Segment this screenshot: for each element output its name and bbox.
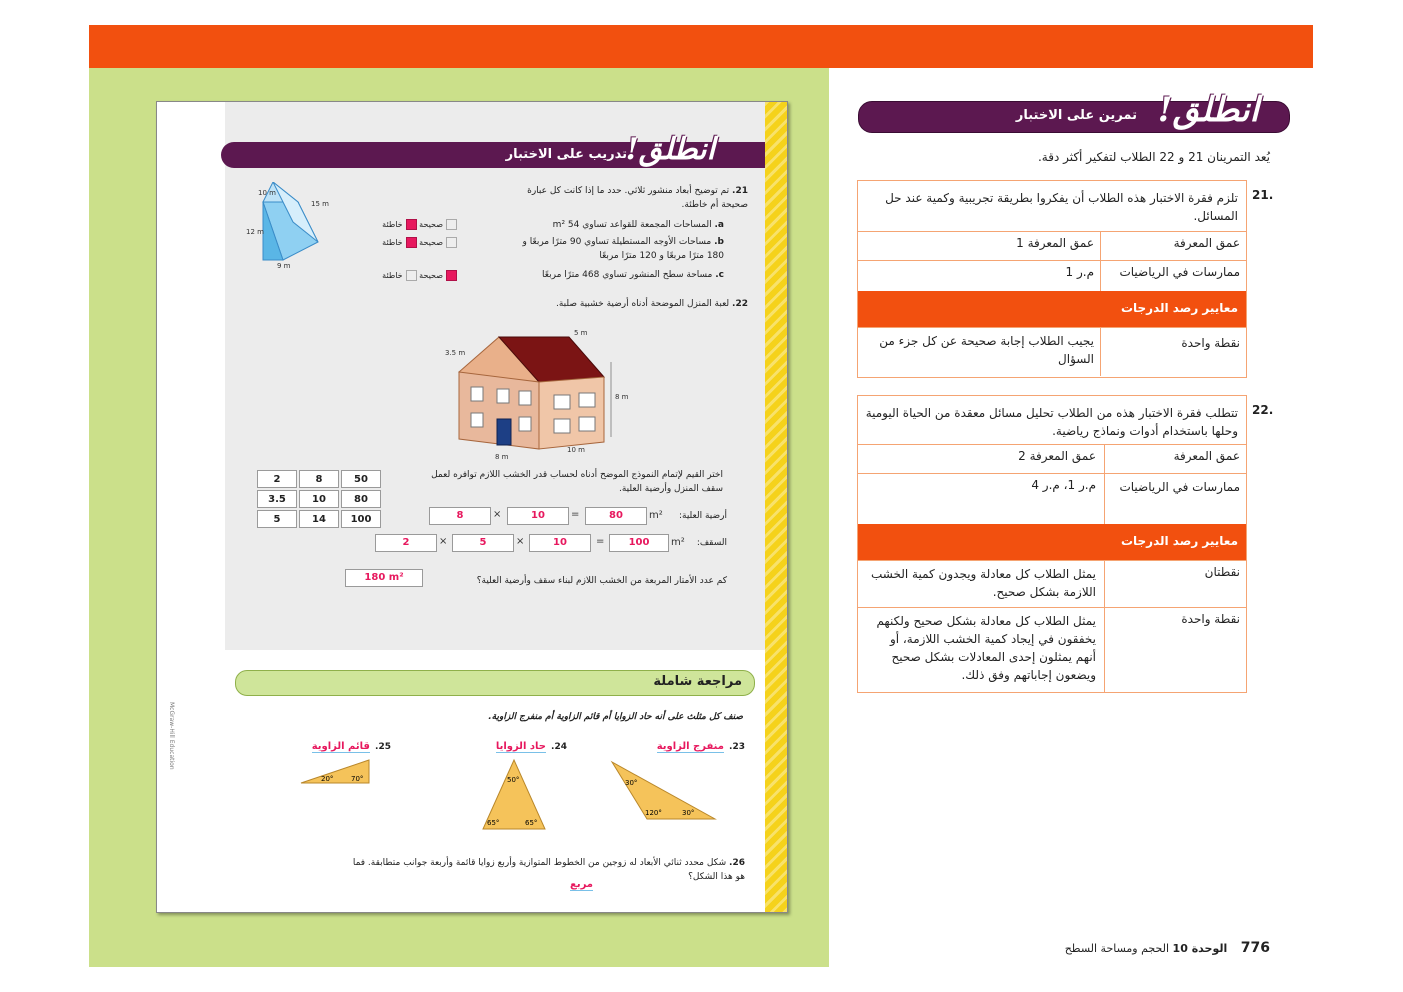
q22-table (857, 395, 1247, 693)
house-side (539, 377, 604, 449)
q22-number: 22. (732, 299, 748, 309)
attic-answer-box[interactable]: 10 (507, 507, 569, 525)
row-value: م.ر 1، م.ر 4 (1031, 478, 1096, 492)
item-text: شكل محدد ثنائي الأبعاد له زوجين من الخطوط المتوازية وأربع زوايا قائمة وأربعة جوانب متطابقة. فما هو هذا الشكل؟ (352, 858, 745, 882)
value-tile[interactable]: 50 (341, 470, 381, 488)
practice-header (221, 132, 765, 168)
review-banner (235, 670, 755, 696)
q26-answer-line (553, 872, 593, 891)
criteria-points: نقطة واحدة (1181, 612, 1240, 626)
triangle-24 (479, 757, 549, 832)
window (579, 393, 595, 407)
teacher-header (858, 90, 1290, 133)
review-item-26 (347, 856, 745, 884)
item-answer: حاد الزوايا (495, 741, 546, 752)
statement-a (512, 218, 724, 232)
unit-label: الوحدة 10 (1172, 942, 1228, 955)
choices-b (361, 237, 457, 248)
criteria-points: نقطتان (1204, 565, 1240, 579)
page-footer (1040, 940, 1270, 956)
divider (1104, 445, 1105, 473)
prism-label: 15 m (311, 200, 329, 208)
window (554, 419, 570, 433)
top-orange-bar (89, 25, 1313, 68)
prism-label: 10 m (258, 189, 276, 197)
roof-answer-box[interactable]: 10 (529, 534, 591, 552)
row-value: م.ر 1 (1065, 265, 1094, 279)
table-row (858, 231, 1246, 260)
value-tile[interactable]: 80 (341, 490, 381, 508)
choices-a (361, 219, 457, 230)
equals-sign: = (596, 536, 605, 547)
criteria-row (858, 560, 1246, 607)
attic-label: أرضية العلية: (678, 511, 727, 521)
q22-description: تتطلب فقرة الاختبار هذه من الطلاب تحليل مسائل معقدة من الحياة اليومية وحلها باستخدام أدوات ونماذج رياضية. (865, 406, 1238, 438)
door (497, 419, 511, 445)
angle-label: 30° (625, 779, 638, 787)
value-tiles (255, 468, 383, 530)
header-title: تدريب على الاختبار (505, 147, 627, 162)
attic-answer-box[interactable]: 8 (429, 507, 491, 525)
times-sign: × (516, 536, 525, 547)
page-number: 776 (1240, 940, 1270, 956)
student-page (156, 101, 788, 913)
q21-description: تلزم فقرة الاختبار هذه الطلاب أن يفكروا بطريقة تجريبية وكمية عند حل المسائل. (885, 191, 1238, 223)
angle-label: 30° (682, 809, 695, 817)
intro-text: يُعد التمرينان 21 و 22 الطلاب لتفكير أكثر دقة. (1037, 150, 1270, 164)
unit-label: m² (671, 537, 685, 548)
review-item-25 (279, 734, 391, 754)
criteria-header (858, 524, 1246, 560)
unit-title: الحجم ومساحة السطح (1064, 942, 1170, 955)
statement-text: مساحات الأوجه المستطيلة تساوي 90 مترًا مربعًا و 180 مترًا مربعًا و 120 مترًا مربعًا (522, 237, 724, 261)
statement-label: a. (714, 220, 724, 230)
item-answer: قائم الزاوية (311, 741, 370, 752)
q21-table (857, 180, 1247, 378)
table-row (858, 444, 1246, 473)
divider (1100, 261, 1101, 291)
q22-number: 22. (1252, 403, 1274, 417)
triangle-25 (299, 757, 375, 787)
criteria-description: يجيب الطلاب إجابة صحيحة عن كل جزء من السؤال (879, 334, 1094, 366)
review-title: مراجعة شاملة (653, 674, 742, 689)
house-label: 8 m (615, 393, 629, 401)
window (519, 391, 531, 405)
times-sign: × (439, 536, 448, 547)
criteria-description: يمثل الطلاب كل معادلة بشكل صحيح ولكنهم يخفقون في إيجاد كمية الخشب اللازمة، أو أنهم يمثلون إحدى المعادلات بشكل صحيح ويضعون إجاباتهم وفق ذلك. (876, 614, 1096, 682)
q22-instruction: اختر القيم لإتمام النموذج الموضح أدناه لحساب قدر الخشب اللازم توافره لعمل سقف المنزل وأرضية العلية. (431, 470, 723, 494)
review-item-24 (433, 734, 567, 754)
house-label: 5 m (574, 329, 588, 337)
divider (1104, 561, 1105, 607)
window (471, 387, 483, 401)
q21-stem: تم توضيح أبعاد منشور ثلاثي. حدد ما إذا كانت كل عبارة صحيحة أم خاطئة. (527, 186, 748, 210)
false-checkbox[interactable] (406, 270, 417, 281)
credit-text: McGraw-Hill Education (168, 702, 175, 770)
criteria-header (858, 291, 1246, 327)
item-number: 24. (551, 742, 567, 752)
roof-answer-box[interactable]: 100 (609, 534, 669, 552)
times-sign: × (493, 509, 502, 520)
row-label: عمق المعرفة (1173, 236, 1240, 250)
total-answer-box[interactable]: 180 m² (345, 569, 423, 587)
true-label: صحيحة (419, 271, 443, 280)
item-number: 25. (375, 742, 391, 752)
window (497, 389, 509, 403)
prism-label: 12 m (246, 228, 264, 236)
true-label: صحيحة (419, 220, 443, 229)
value-tile[interactable]: 14 (299, 510, 339, 528)
value-tile[interactable]: 8 (299, 470, 339, 488)
review-instruction: صنف كل مثلث على أنه حاد الزوايا أم قائم الزاوية أم منفرج الزاوية. (488, 712, 743, 722)
criteria-description: يمثل الطلاب كل معادلة ويجدون كمية الخشب اللازمة بشكل صحيح. (871, 567, 1096, 599)
statement-label: b. (714, 237, 724, 247)
q21-text (512, 184, 748, 212)
window (471, 413, 483, 427)
value-tile[interactable]: 2 (257, 470, 297, 488)
true-checkbox[interactable] (446, 237, 457, 248)
true-checkbox[interactable] (446, 219, 457, 230)
false-checkbox[interactable] (406, 219, 417, 230)
statement-c (512, 268, 724, 282)
house-figure (439, 327, 629, 462)
statement-text: المساحات المجمعة للقواعد تساوي 54 m² (552, 220, 712, 230)
angle-label: 70° (351, 775, 364, 783)
row-value: عمق المعرفة 1 (1016, 236, 1094, 250)
true-checkbox[interactable] (446, 270, 457, 281)
side-credit (163, 702, 177, 892)
value-tile[interactable]: 10 (299, 490, 339, 508)
angle-label: 65° (487, 819, 500, 827)
q21-number: 21. (1252, 188, 1274, 202)
window (554, 395, 570, 409)
row-label: ممارسات في الرياضيات (1119, 480, 1240, 494)
divider (1104, 608, 1105, 692)
q26-answer: مربع (570, 879, 593, 890)
false-label: خاطئة (382, 220, 403, 229)
house-label: 8 m (495, 453, 509, 461)
roof-label: السقف: (696, 538, 727, 548)
criteria-row (858, 607, 1246, 692)
criteria-title: معايير رصد الدرجات (1120, 534, 1238, 548)
prism-figure (243, 182, 343, 268)
value-tile[interactable]: 3.5 (257, 490, 297, 508)
attic-answer-box[interactable]: 80 (585, 507, 647, 525)
angle-label: 50° (507, 776, 520, 784)
q21-number: 21. (732, 186, 748, 196)
item-number: 26. (729, 858, 745, 868)
criteria-points: نقطة واحدة (1181, 336, 1240, 350)
obtuse-triangle (612, 762, 715, 819)
item-answer: منفرج الزاوية (656, 741, 724, 752)
header-title: تمرين على الاختبار (1015, 108, 1137, 123)
row-label: ممارسات في الرياضيات (1119, 265, 1240, 279)
window (579, 417, 595, 431)
item-number: 23. (729, 742, 745, 752)
equals-sign: = (571, 509, 580, 520)
q22-stem: لعبة المنزل الموضحة أدناه أرضية خشبية صلبة. (555, 299, 730, 309)
choices-c (361, 270, 457, 281)
angle-label: 65° (525, 819, 538, 827)
yellow-stripe (765, 102, 787, 912)
roof-answer-box[interactable]: 2 (375, 534, 437, 552)
true-label: صحيحة (419, 238, 443, 247)
statement-label: c. (715, 270, 724, 280)
false-label: خاطئة (382, 238, 403, 247)
house-label: 3.5 m (445, 349, 466, 357)
house-label: 10 m (567, 446, 585, 454)
statement-b (512, 235, 724, 263)
divider (1100, 232, 1101, 260)
value-tile[interactable]: 100 (341, 510, 381, 528)
value-tile[interactable]: 5 (257, 510, 297, 528)
criteria-title: معايير رصد الدرجات (1120, 301, 1238, 315)
row-label: عمق المعرفة (1173, 449, 1240, 463)
prism-label: 9 m (277, 262, 291, 268)
triangle-23 (607, 757, 727, 822)
q22-question: كم عدد الأمتار المربعة من الخشب اللازم لبناء سقف وأرضية العلية؟ (476, 576, 727, 586)
row-value: عمق المعرفة 2 (1018, 449, 1096, 463)
statement-text: مساحة سطح المنشور تساوي 468 مترًا مربعًا (542, 270, 713, 280)
header-script: انطلق! (625, 132, 715, 167)
false-label: خاطئة (382, 271, 403, 280)
false-checkbox[interactable] (406, 237, 417, 248)
header-script: انطلق! (1157, 90, 1259, 130)
angle-label: 120° (645, 809, 662, 817)
window (519, 417, 531, 431)
divider (1100, 328, 1101, 376)
angle-label: 20° (321, 775, 334, 783)
review-item-23 (587, 734, 745, 754)
table-row (858, 473, 1246, 524)
table-row (858, 260, 1246, 291)
criteria-row (858, 327, 1246, 376)
unit-label: m² (649, 510, 663, 521)
q22-text (457, 297, 748, 311)
divider (1104, 474, 1105, 524)
roof-answer-box[interactable]: 5 (452, 534, 514, 552)
